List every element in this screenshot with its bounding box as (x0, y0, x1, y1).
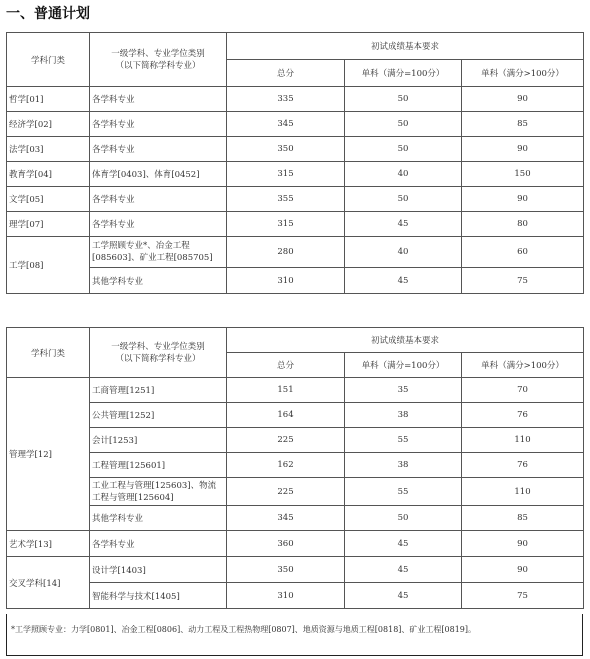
single-100-cell: 45 (345, 531, 462, 557)
table-row (7, 212, 584, 237)
single-100-cell: 45 (345, 557, 462, 583)
header-major: 一级学科、专业学位类别 （以下简称学科专业） (90, 33, 227, 87)
total-cell: 335 (227, 87, 345, 112)
table-row (7, 137, 584, 162)
category-cell: 管理学[12] (7, 378, 90, 531)
single-100-cell: 50 (345, 187, 462, 212)
single-gt100-cell: 150 (462, 162, 584, 187)
table-row (7, 557, 584, 583)
single-gt100-cell: 110 (462, 478, 584, 506)
single-gt100-cell: 110 (462, 428, 584, 453)
single-gt100-cell: 90 (462, 557, 584, 583)
single-gt100-cell: 90 (462, 137, 584, 162)
table-row (7, 506, 584, 531)
score-table-1 (6, 32, 584, 294)
total-cell: 225 (227, 478, 345, 506)
major-cell: 各学科专业 (90, 531, 227, 557)
major-cell: 工程管理[125601] (90, 453, 227, 478)
category-cell: 理学[07] (7, 212, 90, 237)
single-100-cell: 50 (345, 506, 462, 531)
category-cell: 经济学[02] (7, 112, 90, 137)
table-row (7, 268, 584, 294)
header-single-gt100: 单科（满分>100分） (462, 60, 584, 87)
table-row (7, 162, 584, 187)
single-gt100-cell: 60 (462, 237, 584, 268)
major-cell: 工业工程与管理[125603]、物流工程与管理[125604] (90, 478, 227, 506)
major-cell: 公共管理[1252] (90, 403, 227, 428)
total-cell: 345 (227, 506, 345, 531)
single-100-cell: 50 (345, 87, 462, 112)
footnote: *工学照顾专业：力学[0801]、冶金工程[0806]、动力工程及工程热物理[0807]、地质资源与地质工程[0818]、矿业工程[0819]。 (6, 614, 583, 656)
single-100-cell: 38 (345, 453, 462, 478)
header-requirement: 初试成绩基本要求 (227, 33, 584, 60)
single-100-cell: 50 (345, 112, 462, 137)
major-cell: 各学科专业 (90, 112, 227, 137)
single-100-cell: 40 (345, 237, 462, 268)
major-cell: 会计[1253] (90, 428, 227, 453)
major-cell: 各学科专业 (90, 187, 227, 212)
header-category: 学科门类 (7, 328, 90, 378)
total-cell: 225 (227, 428, 345, 453)
table-row (7, 428, 584, 453)
total-cell: 360 (227, 531, 345, 557)
total-cell: 315 (227, 212, 345, 237)
total-cell: 350 (227, 557, 345, 583)
category-cell: 交叉学科[14] (7, 557, 90, 609)
table-row (7, 453, 584, 478)
major-cell: 各学科专业 (90, 137, 227, 162)
header-category: 学科门类 (7, 33, 90, 87)
table-row (7, 583, 584, 609)
major-cell: 其他学科专业 (90, 506, 227, 531)
single-100-cell: 45 (345, 268, 462, 294)
table-row (7, 531, 584, 557)
total-cell: 151 (227, 378, 345, 403)
major-cell: 设计学[1403] (90, 557, 227, 583)
total-cell: 345 (227, 112, 345, 137)
category-cell: 艺术学[13] (7, 531, 90, 557)
single-100-cell: 40 (345, 162, 462, 187)
category-cell: 哲学[01] (7, 87, 90, 112)
major-cell: 工学照顾专业*、冶金工程[085603]、矿业工程[085705] (90, 237, 227, 268)
single-gt100-cell: 85 (462, 112, 584, 137)
header-single-100: 单科（满分=100分） (345, 60, 462, 87)
single-gt100-cell: 75 (462, 583, 584, 609)
single-gt100-cell: 85 (462, 506, 584, 531)
header-total: 总分 (227, 60, 345, 87)
header-single-gt100: 单科（满分>100分） (462, 353, 584, 378)
single-100-cell: 45 (345, 212, 462, 237)
single-gt100-cell: 80 (462, 212, 584, 237)
single-100-cell: 55 (345, 478, 462, 506)
category-cell: 工学[08] (7, 237, 90, 294)
single-100-cell: 35 (345, 378, 462, 403)
table-row (7, 378, 584, 403)
total-cell: 310 (227, 583, 345, 609)
single-gt100-cell: 90 (462, 187, 584, 212)
header-requirement: 初试成绩基本要求 (227, 328, 584, 353)
single-gt100-cell: 76 (462, 403, 584, 428)
category-cell: 文学[05] (7, 187, 90, 212)
header-major: 一级学科、专业学位类别 （以下简称学科专业） (90, 328, 227, 378)
single-gt100-cell: 75 (462, 268, 584, 294)
single-100-cell: 45 (345, 583, 462, 609)
total-cell: 164 (227, 403, 345, 428)
table-row (7, 478, 584, 506)
table-row (7, 112, 584, 137)
header-single-100: 单科（满分=100分） (345, 353, 462, 378)
major-cell: 智能科学与技术[1405] (90, 583, 227, 609)
single-100-cell: 55 (345, 428, 462, 453)
category-cell: 法学[03] (7, 137, 90, 162)
major-cell: 其他学科专业 (90, 268, 227, 294)
single-gt100-cell: 90 (462, 531, 584, 557)
table-row (7, 403, 584, 428)
single-gt100-cell: 76 (462, 453, 584, 478)
total-cell: 310 (227, 268, 345, 294)
total-cell: 162 (227, 453, 345, 478)
table-row (7, 87, 584, 112)
score-table-2 (6, 327, 584, 609)
table-row (7, 187, 584, 212)
major-cell: 各学科专业 (90, 87, 227, 112)
single-100-cell: 38 (345, 403, 462, 428)
category-cell: 教育学[04] (7, 162, 90, 187)
total-cell: 350 (227, 137, 345, 162)
section-title: 一、普通计划 (6, 6, 90, 22)
major-cell: 各学科专业 (90, 212, 227, 237)
total-cell: 280 (227, 237, 345, 268)
header-total: 总分 (227, 353, 345, 378)
table-row (7, 237, 584, 268)
single-100-cell: 50 (345, 137, 462, 162)
single-gt100-cell: 90 (462, 87, 584, 112)
major-cell: 工商管理[1251] (90, 378, 227, 403)
major-cell: 体育学[0403]、体育[0452] (90, 162, 227, 187)
single-gt100-cell: 70 (462, 378, 584, 403)
total-cell: 355 (227, 187, 345, 212)
total-cell: 315 (227, 162, 345, 187)
